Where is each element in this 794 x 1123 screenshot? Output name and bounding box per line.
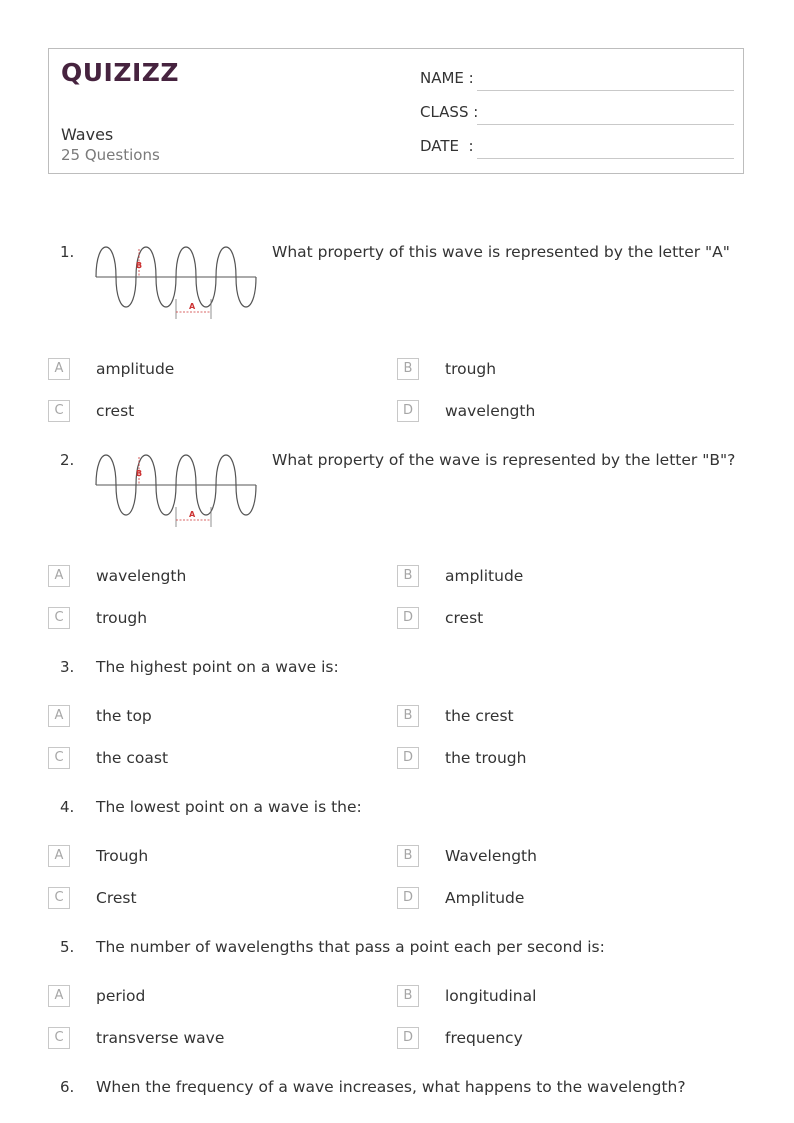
option-b-text[interactable]: amplitude bbox=[445, 567, 524, 585]
question-text: The highest point on a wave is: bbox=[96, 658, 339, 676]
option-d-text[interactable]: the trough bbox=[445, 749, 527, 767]
option-d-box[interactable]: D bbox=[397, 887, 419, 909]
option-d-text[interactable]: crest bbox=[445, 609, 484, 627]
option-a-text[interactable]: wavelength bbox=[96, 567, 187, 585]
option-a-box[interactable]: A bbox=[48, 705, 70, 727]
option-b-box[interactable]: B bbox=[397, 845, 419, 867]
option-c-text[interactable]: trough bbox=[96, 609, 148, 627]
option-d-box[interactable]: D bbox=[397, 1027, 419, 1049]
question-count: 25 Questions bbox=[61, 146, 160, 164]
worksheet-header bbox=[48, 48, 744, 174]
option-c-box[interactable]: C bbox=[48, 1027, 70, 1049]
diagram-label-b: B bbox=[136, 469, 143, 478]
option-a-text[interactable]: Trough bbox=[96, 847, 149, 865]
class-line[interactable] bbox=[477, 124, 734, 125]
quizizz-logo: QUIZIZZ bbox=[61, 58, 180, 87]
question-text: The lowest point on a wave is the: bbox=[96, 798, 362, 816]
question-number: 6. bbox=[60, 1078, 75, 1096]
option-a-text[interactable]: the top bbox=[96, 707, 152, 725]
option-a-text[interactable]: amplitude bbox=[96, 360, 175, 378]
option-b-box[interactable]: B bbox=[397, 565, 419, 587]
name-label: NAME : bbox=[420, 69, 474, 87]
option-c-text[interactable]: Crest bbox=[96, 889, 137, 907]
question-number: 4. bbox=[60, 798, 75, 816]
option-b-text[interactable]: longitudinal bbox=[445, 987, 537, 1005]
diagram-label-b: B bbox=[136, 261, 143, 270]
diagram-label-a: A bbox=[189, 302, 196, 311]
option-b-text[interactable]: Wavelength bbox=[445, 847, 537, 865]
option-b-box[interactable]: B bbox=[397, 358, 419, 380]
question-text: What property of the wave is represented by the letter "B"? bbox=[272, 451, 736, 469]
option-a-text[interactable]: period bbox=[96, 987, 146, 1005]
option-c-text[interactable]: the coast bbox=[96, 749, 169, 767]
option-d-box[interactable]: D bbox=[397, 400, 419, 422]
question-number: 3. bbox=[60, 658, 75, 676]
question-text: When the frequency of a wave increases, what happens to the wavelength? bbox=[96, 1078, 686, 1096]
option-b-text[interactable]: the crest bbox=[445, 707, 514, 725]
option-c-box[interactable]: C bbox=[48, 400, 70, 422]
name-line[interactable] bbox=[477, 90, 734, 91]
option-d-text[interactable]: wavelength bbox=[445, 402, 536, 420]
question-text: The number of wavelengths that pass a point each per second is: bbox=[96, 938, 605, 956]
option-a-box[interactable]: A bbox=[48, 358, 70, 380]
option-b-text[interactable]: trough bbox=[445, 360, 497, 378]
option-d-text[interactable]: frequency bbox=[445, 1029, 523, 1047]
class-field[interactable] bbox=[420, 103, 734, 125]
date-line[interactable] bbox=[477, 158, 734, 159]
date-field[interactable] bbox=[420, 137, 734, 159]
diagram-label-a: A bbox=[189, 510, 196, 519]
worksheet-title: Waves bbox=[61, 125, 114, 144]
wave-diagram-image bbox=[94, 451, 258, 539]
option-c-text[interactable]: transverse wave bbox=[96, 1029, 225, 1047]
option-c-box[interactable]: C bbox=[48, 607, 70, 629]
option-c-text[interactable]: crest bbox=[96, 402, 135, 420]
option-b-box[interactable]: B bbox=[397, 985, 419, 1007]
option-b-box[interactable]: B bbox=[397, 705, 419, 727]
option-a-box[interactable]: A bbox=[48, 565, 70, 587]
name-field[interactable] bbox=[420, 69, 734, 91]
option-d-text[interactable]: Amplitude bbox=[445, 889, 525, 907]
option-d-box[interactable]: D bbox=[397, 607, 419, 629]
question-number: 5. bbox=[60, 938, 75, 956]
wave-diagram-image bbox=[94, 243, 258, 331]
option-a-box[interactable]: A bbox=[48, 985, 70, 1007]
option-d-box[interactable]: D bbox=[397, 747, 419, 769]
question-number: 1. bbox=[60, 243, 75, 261]
option-c-box[interactable]: C bbox=[48, 747, 70, 769]
question-number: 2. bbox=[60, 451, 75, 469]
date-label: DATE : bbox=[420, 137, 474, 155]
option-c-box[interactable]: C bbox=[48, 887, 70, 909]
class-label: CLASS : bbox=[420, 103, 479, 121]
question-text: What property of this wave is represented by the letter "A" bbox=[272, 243, 730, 261]
option-a-box[interactable]: A bbox=[48, 845, 70, 867]
